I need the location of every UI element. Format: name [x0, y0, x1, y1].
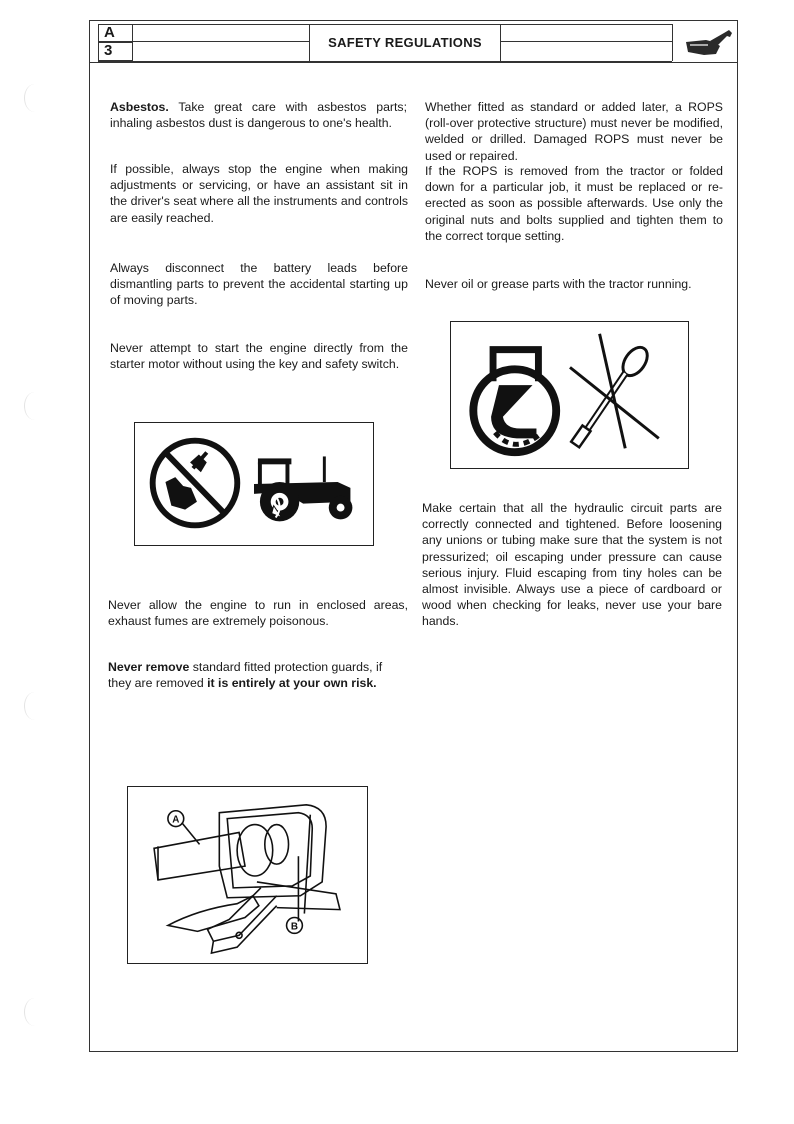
- battery-paragraph: Always disconnect the battery leads before dismantling parts to prevent the accidental starting up of moving parts.: [110, 261, 408, 308]
- section-letter: A: [98, 24, 133, 42]
- binder-hole: [24, 692, 45, 720]
- tractor-icon: [254, 456, 352, 521]
- engine-stop-paragraph: If possible, always stop the engine when making adjustments or servicing, or have an assistant sit in the driver's seat where all the instruments and controls are easily reached.: [110, 162, 408, 225]
- hand-wrench-logo-icon: [684, 28, 734, 60]
- header-divider: [500, 24, 501, 61]
- header-line: [98, 24, 672, 25]
- header-line: [500, 41, 672, 42]
- no-starter-motor-start-icon: [153, 441, 238, 526]
- binder-hole: [24, 84, 45, 112]
- binder-hole: [24, 998, 45, 1026]
- grease-warning-figure: [450, 321, 689, 469]
- callout-b-label: B: [290, 921, 299, 933]
- header-divider: [672, 24, 673, 61]
- asbestos-text: Take great care with asbestos parts; inhaling asbestos dust is dangerous to one's health.: [110, 100, 407, 131]
- hydraulic-paragraph: Make certain that all the hydraulic circuit parts are correctly connected and tightened. Before loosening any unions or tubing make sure that the system is not pressurized; oil escaping under pressure can cause serious injury. Fluid escaping from tiny holes can be almost invisible. Always use a piece of cardboard or wood when checking for leaks, never use your bare hands.: [422, 501, 722, 629]
- asbestos-lead: Asbestos.: [110, 100, 169, 114]
- guards-end: it is entirely at your own risk.: [207, 676, 377, 691]
- pto-guard-figure: [127, 786, 368, 964]
- asbestos-paragraph: [110, 99, 407, 131]
- starter-warning-figure: [134, 422, 374, 546]
- header-rule: [89, 62, 738, 63]
- rops-removed-paragraph: If the ROPS is removed from the tractor or folded down for a particular job, it must be replaced or re-erected as soon as possible afterwards. Use only the original nuts and bolts supplied and tighten them to the correct torque setting.: [425, 164, 723, 243]
- header-divider: [309, 24, 310, 61]
- enclosed-areas-paragraph: Never allow the engine to run in enclosed areas, exhaust fumes are extremely poisonous.: [108, 598, 408, 629]
- starter-paragraph: Never attempt to start the engine directly from the starter motor without using the key and safety switch.: [110, 341, 408, 372]
- pto-guard-illustration-icon: [154, 805, 340, 953]
- page-number: 3: [98, 42, 133, 61]
- guards-mid: standard fitted protection guards, if they are removed: [108, 660, 383, 691]
- oil-grease-paragraph: Never oil or grease parts with the tractor running.: [425, 277, 692, 291]
- guards-lead: Never remove: [108, 660, 190, 674]
- guards-paragraph: [108, 659, 408, 691]
- header-line: [133, 41, 309, 42]
- no-grease-gun-icon: [570, 334, 659, 448]
- running-engine-icon: [473, 350, 556, 453]
- callout-a-label: A: [172, 814, 180, 826]
- rops-paragraph: Whether fitted as standard or added later, a ROPS (roll-over protective structure) must never be modified, welded or drilled. Damaged ROPS must never be used or repaired.: [425, 100, 723, 163]
- page-title: SAFETY REGULATIONS: [328, 35, 482, 50]
- binder-hole: [24, 392, 45, 420]
